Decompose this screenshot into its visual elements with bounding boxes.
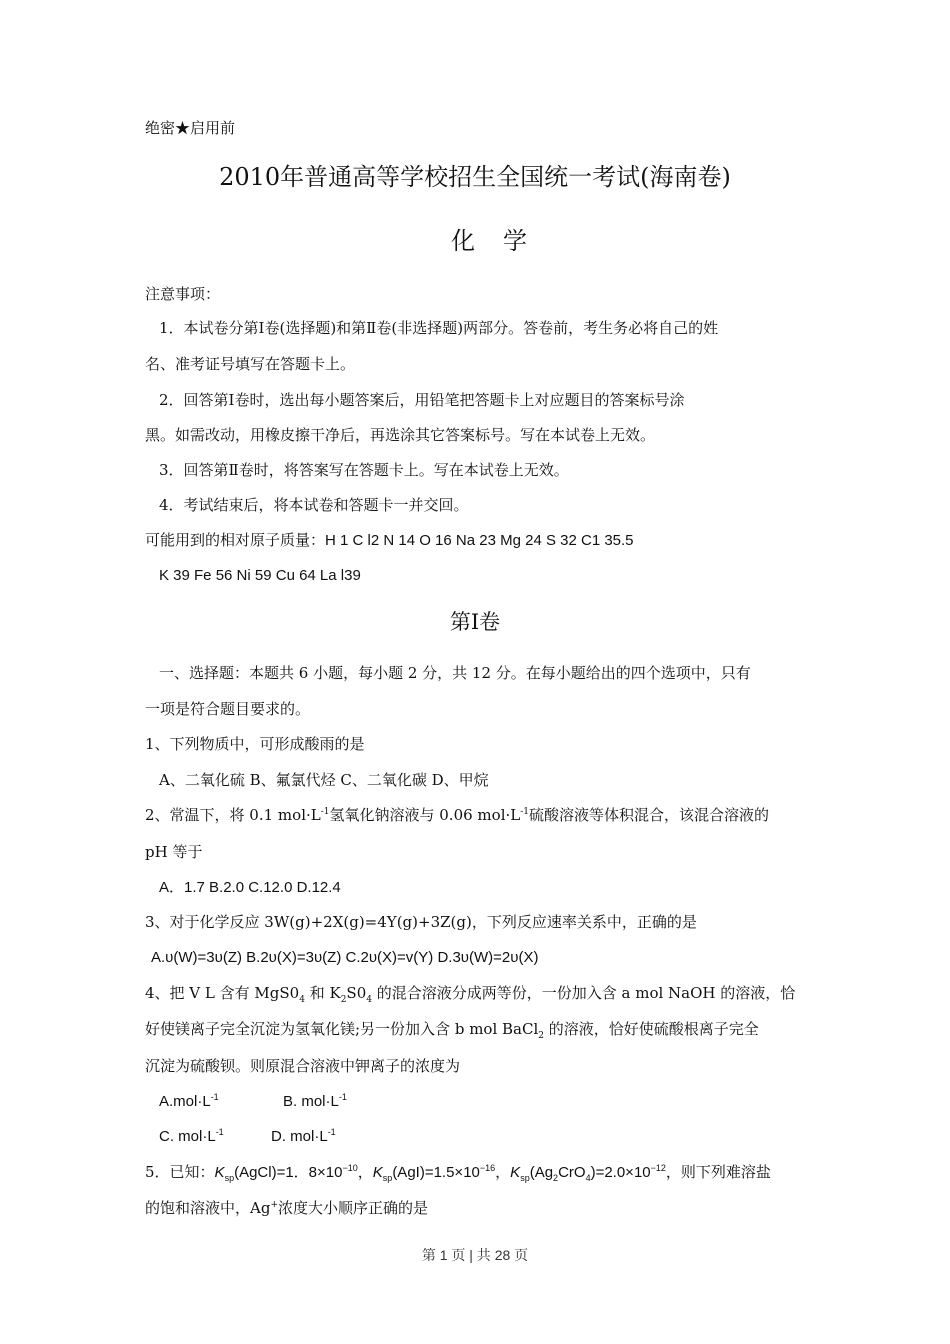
- section-intro-cont: 一项是符合题目要求的。: [145, 700, 311, 718]
- question-1-options: A、二氧化硫 B、氟氯代烃 C、二氧化碳 D、甲烷: [159, 771, 489, 789]
- q4-text-e: 好使镁离子完全沉淀为氢氧化镁;另一份加入含 b mol BaCl: [145, 1020, 539, 1038]
- q5-exp2: −16: [479, 1163, 496, 1173]
- q4-opt-b-text: B. mol·L: [283, 1093, 339, 1110]
- q5-line2-a: 的饱和溶液中，Ag: [145, 1199, 271, 1217]
- q4-opt-b-sup: -1: [338, 1092, 347, 1102]
- q4-opt-d-text: D. mol·L: [271, 1128, 328, 1145]
- q5-agcl: (AgCl)=1．8×10: [234, 1164, 343, 1181]
- question-3-options: A.υ(W)=3υ(Z) B.2υ(X)=3υ(Z) C.2υ(X)=v(Y) D.3υ(W)=2υ(X): [151, 949, 539, 966]
- exam-title: 2010年普通高等学校招生全国统一考试(海南卷): [219, 163, 731, 191]
- subject-title: 化学: [451, 227, 555, 255]
- question-4-option-d: [271, 1127, 336, 1147]
- q5-ag2cro4-c: )=2.0×10: [590, 1164, 651, 1181]
- q5-plus: +: [270, 1200, 278, 1210]
- q5-sp2: sp: [382, 1173, 393, 1183]
- q5-k: K: [214, 1164, 225, 1181]
- question-4-line-1: [145, 983, 795, 1003]
- question-2-options: A．1.7 B.2.0 C.12.0 D.12.4: [159, 879, 341, 896]
- q2-text-c: 硫酸溶液等体积混合，该混合溶液的: [529, 806, 770, 824]
- question-5-line-1: [145, 1162, 771, 1183]
- q4-text-a: 4、把 V L 含有 MgS0: [145, 984, 300, 1002]
- notice-item-2: 2．回答第Ⅰ卷时，选出每小题答案后，用铅笔把答题卡上对应题目的答案标号涂: [159, 391, 685, 409]
- notice-item-2-cont: 黑。如需改动，用橡皮擦干净后，再选涂其它答案标号。写在本试卷上无效。: [145, 426, 656, 444]
- q4-text-b: 和 K: [304, 984, 341, 1002]
- q4-sub-2: 2: [340, 995, 347, 1005]
- q5-line2-b: 浓度大小顺序正确的是: [277, 1199, 428, 1217]
- q4-text-d: 的混合溶液分成两等份，一份加入含 a mol NaOH 的溶液，恰: [371, 984, 796, 1002]
- q4-opt-a-text: A.mol·L: [159, 1093, 211, 1110]
- q4-opt-c-sup: -1: [215, 1127, 224, 1137]
- atomic-mass-values-cont: K 39 Fe 56 Ni 59 Cu 64 La l39: [159, 567, 361, 584]
- q4-text-f: 的溶液，恰好使硫酸根离子完全: [544, 1020, 759, 1038]
- question-5-line-2: [145, 1198, 428, 1218]
- question-2-stem: [145, 805, 769, 825]
- q5-sep2: ，: [495, 1163, 511, 1181]
- notice-item-3: 3．回答第Ⅱ卷时，将答案写在答题卡上。写在本试卷上无效。: [159, 461, 569, 479]
- notice-item-1-cont: 名、准考证号填写在答题卡上。: [145, 355, 356, 373]
- q5-prefix: 5．已知：: [145, 1163, 215, 1181]
- question-4-line-3: 沉淀为硫酸钡。则原混合溶液中钾离子的浓度为: [145, 1057, 461, 1075]
- q5-sub-4: 4: [585, 1173, 591, 1183]
- q2-sup-1: -1: [320, 807, 330, 817]
- atomic-mass-values: H 1 C l2 N 14 O 16 Na 23 Mg 24 S 32 C1 35.5: [325, 532, 634, 549]
- q5-ag2cro4-a: (Ag: [529, 1164, 554, 1181]
- q5-k2: K: [372, 1164, 383, 1181]
- q5-k3: K: [510, 1164, 521, 1181]
- q2-text-b: 氢氧化钠溶液与 0.06 mol·L: [329, 806, 521, 824]
- section-intro: 一、选择题：本题共 6 小题，每小题 2 分，共 12 分。在每小题给出的四个选项中，只有: [159, 664, 751, 682]
- q4-opt-a-sup: -1: [210, 1092, 219, 1102]
- volume-heading: 第Ⅰ卷: [449, 610, 501, 634]
- q5-sp3: sp: [520, 1173, 530, 1183]
- q5-ag2cro4-b: CrO: [558, 1164, 586, 1181]
- q2-text-a: 2、常温下，将 0.1 mol·L: [145, 806, 321, 824]
- question-1-stem: 1、下列物质中，可形成酸雨的是: [145, 735, 365, 753]
- q5-sub-2: 2: [553, 1173, 559, 1183]
- question-4-line-2: [145, 1019, 759, 1039]
- notice-heading: 注意事项：: [145, 285, 221, 303]
- question-4-option-c: [159, 1127, 224, 1147]
- q4-sub-4: 2: [538, 1031, 544, 1041]
- q5-exp3: −12: [650, 1163, 666, 1173]
- page-footer: 第 1 页 | 共 28 页: [421, 1247, 529, 1263]
- atomic-mass-line: [145, 530, 634, 551]
- q4-sub-1: 4: [299, 995, 305, 1005]
- q5-exp1: −10: [342, 1163, 358, 1173]
- notice-item-4: 4．考试结束后，将本试卷和答题卡一并交回。: [159, 496, 469, 514]
- question-2-stem-cont: pH 等于: [145, 843, 203, 861]
- q2-sup-2: -1: [520, 807, 529, 817]
- question-4-option-b: [283, 1092, 347, 1112]
- q4-text-c: S0: [346, 984, 367, 1002]
- q5-tail: ，则下列难溶盐: [665, 1163, 771, 1181]
- q5-sp: sp: [224, 1173, 235, 1183]
- q4-opt-c-text: C. mol·L: [159, 1128, 216, 1145]
- q5-sep1: ，: [357, 1163, 373, 1181]
- q4-opt-d-sup: -1: [327, 1127, 336, 1137]
- notice-item-1: 1．本试卷分第Ⅰ卷(选择题)和第Ⅱ卷(非选择题)两部分。答卷前，考生务必将自己的姓: [159, 319, 719, 337]
- atomic-mass-label: 可能用到的相对原子质量：: [145, 531, 326, 549]
- q5-agi: (AgI)=1.5×10: [392, 1164, 480, 1181]
- q4-sub-3: 4: [366, 995, 372, 1005]
- question-3-stem: 3、对于化学反应 3W(g)+2X(g)=4Y(g)+3Z(g)，下列反应速率关系中，正确的是: [145, 913, 697, 931]
- question-4-option-a: [159, 1092, 219, 1112]
- secret-mark: 绝密★启用前: [145, 119, 236, 137]
